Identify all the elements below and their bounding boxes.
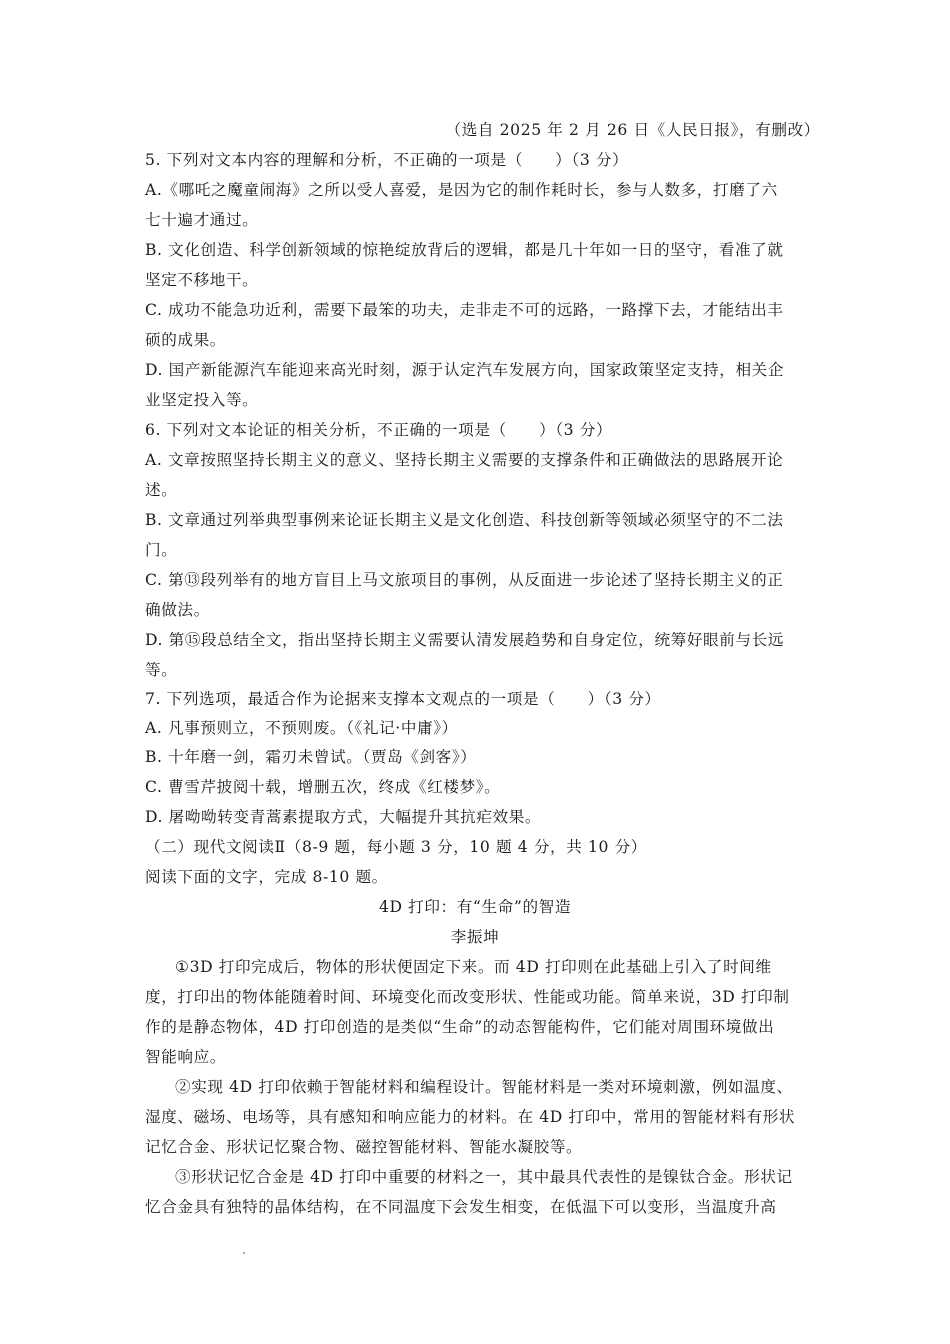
q7-option-a: A. 凡事预则立，不预则废。（《礼记·中庸》） [145, 719, 458, 737]
q5-option-b: B. 文化创造、科学创新领域的惊艳绽放背后的逻辑，都是几十年如一日的坚守，看准了就 [145, 241, 784, 259]
q5-option-d: D. 国产新能源汽车能迎来高光时刻，源于认定汽车发展方向，国家政策坚定支持，相关企 [145, 361, 785, 379]
paragraph-1-line-2: 度，打印出的物体能随着时间、环境变化而改变形状、性能或功能。简单来说，3D 打印制 [145, 988, 790, 1006]
q7-option-d: D. 屠呦呦转变青蒿素提取方式，大幅提升其抗疟效果。 [145, 808, 542, 826]
q6-option-a: A. 文章按照坚持长期主义的意义、坚持长期主义需要的支撑条件和正确做法的思路展开论 [145, 451, 784, 469]
section-heading: （二）现代文阅读Ⅱ（8-9 题，每小题 3 分，10 题 4 分，共 10 分） [145, 838, 647, 856]
q6-option-d-cont: 等。 [145, 661, 178, 679]
paragraph-3-line-1: ③形状记忆合金是 4D 打印中重要的材料之一，其中最具代表性的是镍钛合金。形状记 [175, 1168, 793, 1186]
article-author: 李振坤 [450, 928, 500, 946]
paragraph-2-line-1: ②实现 4D 打印依赖于智能材料和编程设计。智能材料是一类对环境刺激，例如温度、 [175, 1078, 793, 1096]
q6-option-b-cont: 门。 [145, 541, 178, 559]
q6-option-b: B. 文章通过列举典型事例来论证长期主义是文化创造、科技创新等领域必须坚守的不二法 [145, 511, 784, 529]
q6-option-c-cont: 确做法。 [145, 601, 210, 619]
q6-option-d: D. 第⑮段总结全文，指出坚持长期主义需要认清发展趋势和自身定位，统筹好眼前与长远 [145, 631, 785, 649]
q5-option-c-cont: 硕的成果。 [145, 331, 226, 349]
paragraph-2-line-3: 记忆合金、形状记忆聚合物、磁控智能材料、智能水凝胶等。 [145, 1138, 583, 1156]
q5-stem: 5. 下列对文本内容的理解和分析，不正确的一项是（ ）（3 分） [145, 151, 629, 169]
q7-stem: 7. 下列选项，最适合作为论据来支撑本文观点的一项是（ ）（3 分） [145, 690, 661, 708]
q7-option-b: B. 十年磨一剑，霜刃未曾试。（贾岛《剑客》） [145, 748, 477, 766]
q5-option-b-cont: 坚定不移地干。 [145, 271, 259, 289]
q6-stem: 6. 下列对文本论证的相关分析，不正确的一项是（ ）（3 分） [145, 421, 613, 439]
q6-option-c: C. 第⑬段列举有的地方盲目上马文旅项目的事例，从反面进一步论述了坚持长期主义的正 [145, 571, 784, 589]
q5-option-a: A.《哪吒之魔童闹海》之所以受人喜爱，是因为它的制作耗时长，参与人数多，打磨了六 [145, 181, 778, 199]
q6-option-a-cont: 述。 [145, 481, 178, 499]
q7-option-c: C. 曹雪芹披阅十载，增删五次，终成《红楼梦》。 [145, 778, 501, 796]
q5-option-a-cont: 七十遍才通过。 [145, 211, 259, 229]
paragraph-1-line-4: 智能响应。 [145, 1048, 226, 1066]
paragraph-2-line-2: 湿度、磁场、电场等，具有感知和响应能力的材料。在 4D 打印中，常用的智能材料有形状 [145, 1108, 796, 1126]
q5-option-d-cont: 业坚定投入等。 [145, 391, 259, 409]
q5-option-c: C. 成功不能急功近利，需要下最笨的功夫，走非走不可的远路，一路撑下去，才能结出丰 [145, 301, 784, 319]
section-instruction: 阅读下面的文字，完成 8-10 题。 [145, 868, 388, 886]
scan-speck [243, 1252, 245, 1254]
source-citation: （选自 2025 年 2 月 26 日《人民日报》，有删改） [445, 121, 820, 139]
paragraph-1-line-1: ①3D 打印完成后，物体的形状便固定下来。而 4D 打印则在此基础上引入了时间维 [175, 958, 772, 976]
article-title: 4D 打印：有“生命”的智造 [378, 898, 572, 916]
paragraph-3-line-2: 忆合金具有独特的晶体结构，在不同温度下会发生相变，在低温下可以变形，当温度升高 [145, 1198, 777, 1216]
paragraph-1-line-3: 作的是静态物体，4D 打印创造的是类似“生命”的动态智能构件，它们能对周围环境做出 [145, 1018, 775, 1036]
